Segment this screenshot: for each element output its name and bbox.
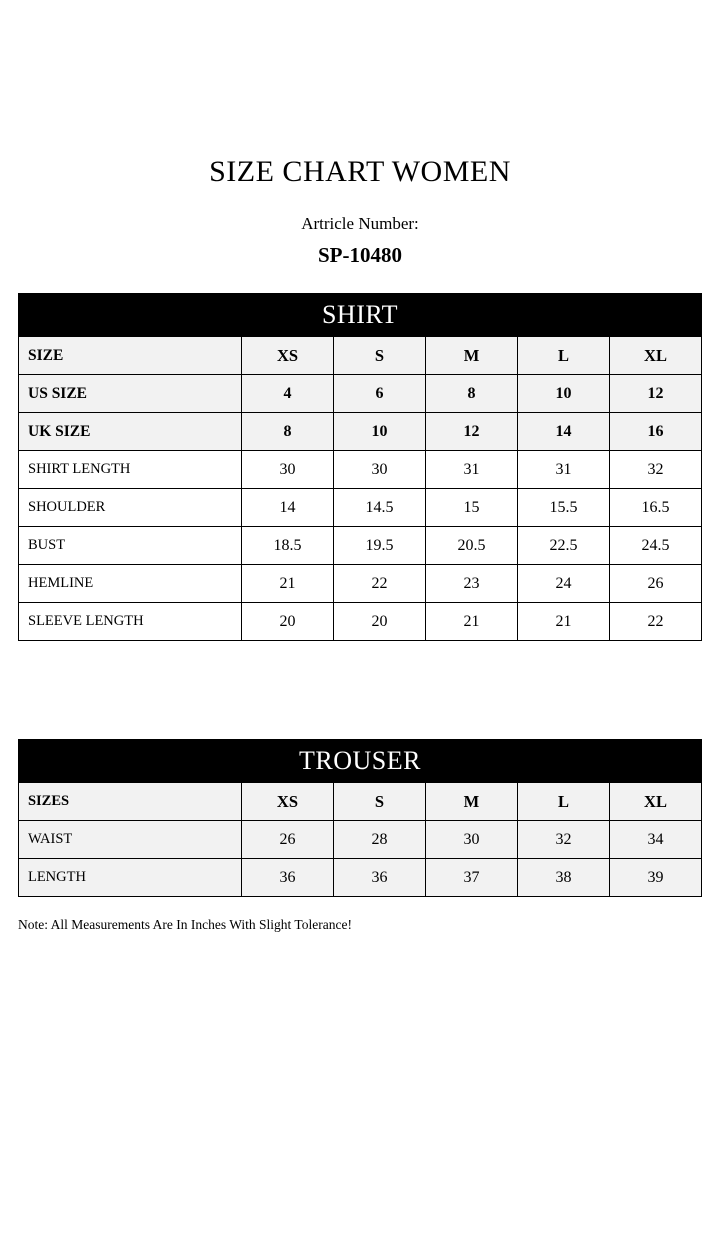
row-value: 37 bbox=[425, 859, 517, 897]
shirt-header-size-s: S bbox=[334, 337, 426, 375]
row-value: 28 bbox=[333, 821, 425, 859]
trouser-header-size-l: L bbox=[517, 783, 609, 821]
row-value: 24 bbox=[518, 565, 610, 603]
row-value: 31 bbox=[426, 451, 518, 489]
row-label: SHIRT LENGTH bbox=[19, 451, 242, 489]
row-label: LENGTH bbox=[18, 859, 241, 897]
row-value: 20.5 bbox=[426, 527, 518, 565]
row-value: 16 bbox=[610, 413, 702, 451]
row-label: UK SIZE bbox=[19, 413, 242, 451]
row-value: 30 bbox=[242, 451, 334, 489]
size-chart-page bbox=[0, 155, 720, 1235]
row-value: 12 bbox=[610, 375, 702, 413]
row-value: 20 bbox=[242, 603, 334, 641]
row-value: 21 bbox=[426, 603, 518, 641]
row-value: 30 bbox=[425, 821, 517, 859]
shirt-banner-label: SHIRT bbox=[19, 294, 702, 337]
trouser-header-size-xs: XS bbox=[241, 783, 333, 821]
row-value: 31 bbox=[518, 451, 610, 489]
measurement-note: Note: All Measurements Are In Inches With Slight Tolerance! bbox=[18, 917, 352, 932]
row-value: 26 bbox=[241, 821, 333, 859]
row-value: 12 bbox=[426, 413, 518, 451]
shirt-header-size-m: M bbox=[426, 337, 518, 375]
article-number-label: Artricle Number: bbox=[301, 214, 419, 233]
row-value: 34 bbox=[609, 821, 701, 859]
row-value: 8 bbox=[242, 413, 334, 451]
row-label: WAIST bbox=[18, 821, 241, 859]
row-value: 36 bbox=[241, 859, 333, 897]
table-row bbox=[19, 489, 702, 527]
shirt-header-size-l: L bbox=[518, 337, 610, 375]
row-label: HEMLINE bbox=[19, 565, 242, 603]
row-value: 10 bbox=[334, 413, 426, 451]
row-value: 22.5 bbox=[518, 527, 610, 565]
shirt-header-label: SIZE bbox=[19, 337, 242, 375]
row-value: 20 bbox=[334, 603, 426, 641]
trouser-banner-row bbox=[18, 740, 701, 783]
row-value: 15.5 bbox=[518, 489, 610, 527]
trouser-size-table bbox=[18, 739, 702, 897]
row-label: BUST bbox=[19, 527, 242, 565]
trouser-banner-label: TROUSER bbox=[18, 740, 701, 783]
article-number-value: SP-10480 bbox=[318, 243, 402, 267]
table-row bbox=[19, 375, 702, 413]
trouser-header-size-xl: XL bbox=[609, 783, 701, 821]
row-label: US SIZE bbox=[19, 375, 242, 413]
trouser-header-size-m: M bbox=[425, 783, 517, 821]
row-label: SLEEVE LENGTH bbox=[19, 603, 242, 641]
row-value: 30 bbox=[334, 451, 426, 489]
row-value: 22 bbox=[610, 603, 702, 641]
trouser-header-label: SIZES bbox=[18, 783, 241, 821]
row-value: 22 bbox=[334, 565, 426, 603]
table-row bbox=[19, 527, 702, 565]
row-value: 4 bbox=[242, 375, 334, 413]
row-value: 39 bbox=[609, 859, 701, 897]
shirt-header-size-xl: XL bbox=[610, 337, 702, 375]
shirt-header-row bbox=[19, 337, 702, 375]
table-row bbox=[19, 565, 702, 603]
row-label: SHOULDER bbox=[19, 489, 242, 527]
row-value: 8 bbox=[426, 375, 518, 413]
row-value: 23 bbox=[426, 565, 518, 603]
row-value: 16.5 bbox=[610, 489, 702, 527]
row-value: 24.5 bbox=[610, 527, 702, 565]
row-value: 10 bbox=[518, 375, 610, 413]
shirt-banner-row bbox=[19, 294, 702, 337]
page-title: SIZE CHART WOMEN bbox=[209, 155, 511, 188]
table-row bbox=[18, 821, 701, 859]
row-value: 6 bbox=[334, 375, 426, 413]
row-value: 19.5 bbox=[334, 527, 426, 565]
row-value: 21 bbox=[518, 603, 610, 641]
row-value: 32 bbox=[610, 451, 702, 489]
table-row bbox=[19, 451, 702, 489]
row-value: 18.5 bbox=[242, 527, 334, 565]
row-value: 15 bbox=[426, 489, 518, 527]
row-value: 38 bbox=[517, 859, 609, 897]
table-row bbox=[19, 603, 702, 641]
trouser-header-size-s: S bbox=[333, 783, 425, 821]
row-value: 36 bbox=[333, 859, 425, 897]
row-value: 14 bbox=[518, 413, 610, 451]
table-row bbox=[19, 413, 702, 451]
row-value: 26 bbox=[610, 565, 702, 603]
trouser-header-row bbox=[18, 783, 701, 821]
shirt-header-size-xs: XS bbox=[242, 337, 334, 375]
row-value: 14 bbox=[242, 489, 334, 527]
shirt-size-table bbox=[18, 293, 702, 641]
row-value: 21 bbox=[242, 565, 334, 603]
row-value: 14.5 bbox=[334, 489, 426, 527]
row-value: 32 bbox=[517, 821, 609, 859]
table-row bbox=[18, 859, 701, 897]
